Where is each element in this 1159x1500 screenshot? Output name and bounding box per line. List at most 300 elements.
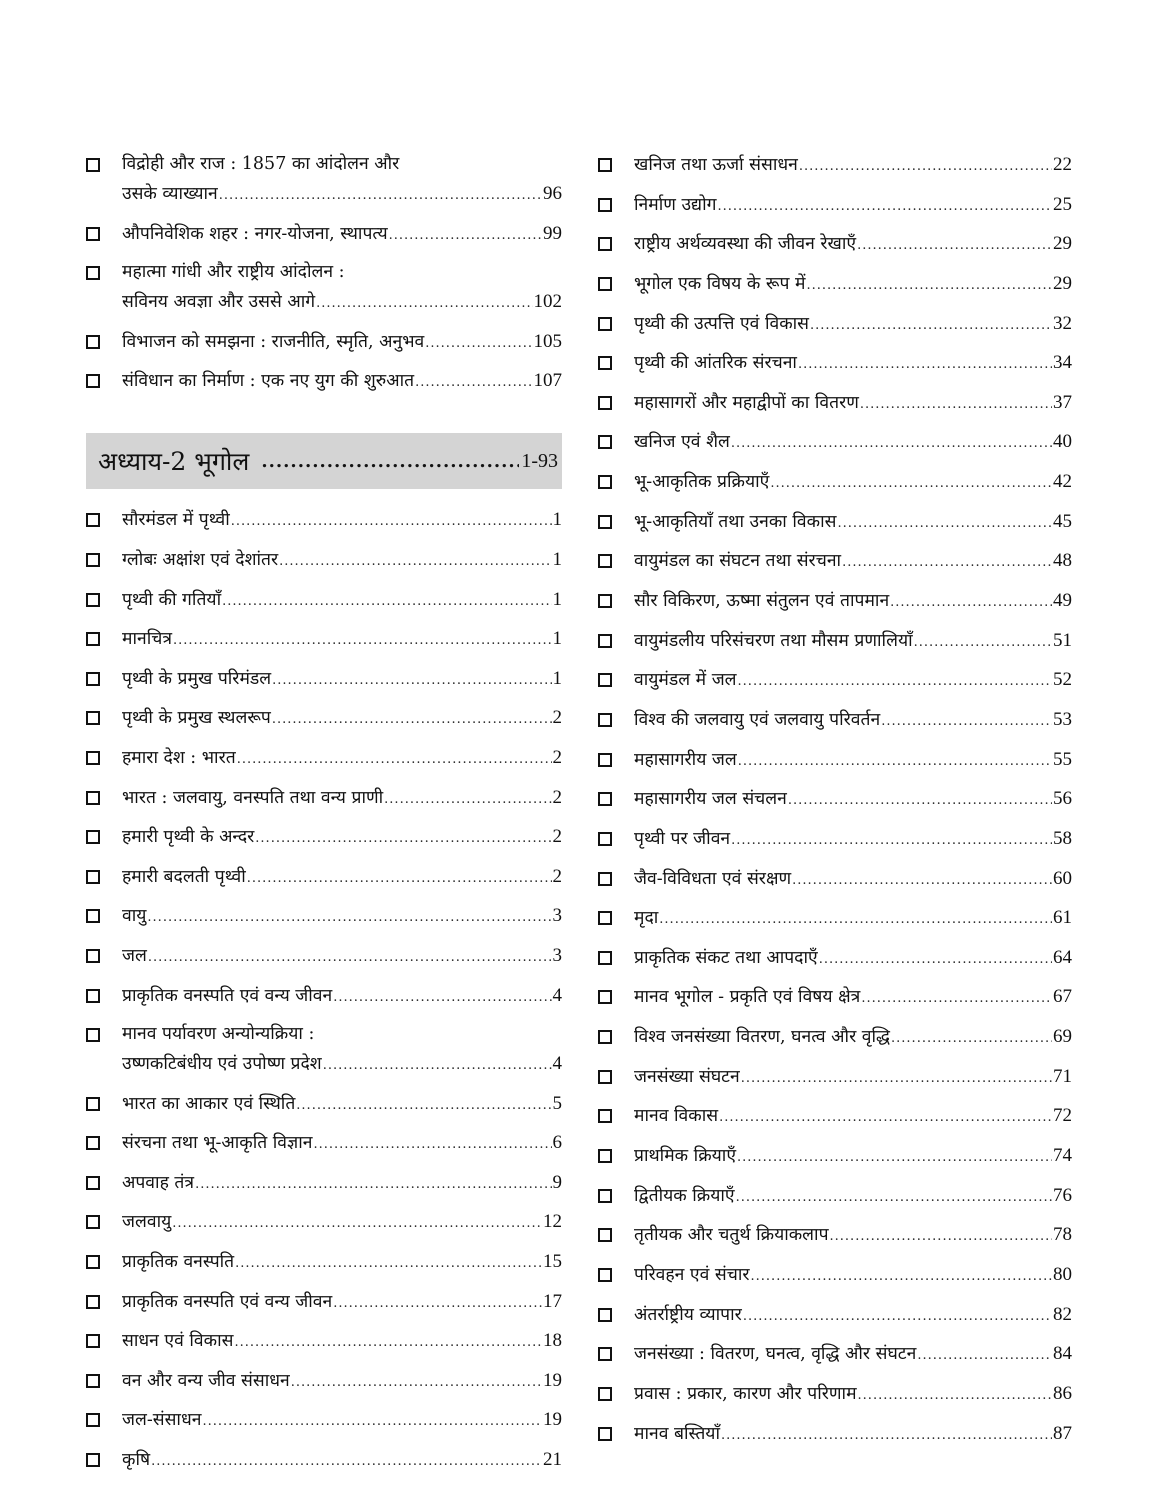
checkbox-bullet-icon [598,753,612,767]
toc-entry [598,1260,1072,1291]
dot-leader [323,1051,552,1080]
toc-entry [86,1326,562,1357]
toc-entry-title: परिवहन एवं संचार [634,1264,750,1285]
toc-entry-title: वायुमंडल में जल [634,670,737,691]
toc-entry [86,1168,562,1199]
dot-leader [799,152,1052,181]
toc-entry-title-line: मानव पर्यावरण अन्योन्यक्रिया : [122,1024,315,1045]
toc-entry [86,366,562,397]
dot-leader [415,368,532,397]
toc-entry-title-line: विद्रोही और राज : 1857 का आंदोलन और [122,154,400,174]
page-number: 58 [1053,827,1072,849]
checkbox-bullet-icon [598,1149,612,1163]
page-number: 72 [1053,1105,1072,1127]
page-number: 2 [552,865,562,887]
checkbox-bullet-icon [598,356,612,370]
toc-entry [86,150,562,210]
checkbox-bullet-icon [598,158,612,172]
page-number: 25 [1053,193,1072,215]
toc-entry-title: ग्लोबः अक्षांश एवं देशांतर [122,549,279,570]
checkbox-bullet-icon [598,396,612,410]
checkbox-bullet-icon [598,277,612,291]
dot-leader [861,984,1052,1013]
dot-leader [917,1341,1052,1370]
toc-entry-title: प्रवास : प्रकार, कारण और परिणाम [634,1383,857,1404]
page-number: 71 [1053,1065,1072,1087]
toc-entry [86,624,562,655]
toc-entry-title: अंतर्राष्ट्रीय व्यापार [634,1304,742,1325]
page-number: 42 [1053,471,1072,493]
toc-entry [598,982,1072,1013]
dot-leader [891,1024,1052,1053]
toc-entry-title: पृथ्वी के प्रमुख परिमंडल [122,668,272,689]
checkbox-bullet-icon [86,1028,100,1042]
dot-leader [770,469,1052,498]
toc-entry [86,783,562,814]
checkbox-bullet-icon [86,158,100,172]
checkbox-bullet-icon [598,1070,612,1084]
dot-leader [219,181,542,210]
page-number: 80 [1053,1263,1072,1285]
toc-entry [598,1101,1072,1132]
dot-leader [151,1447,542,1476]
checkbox-bullet-icon [598,1347,612,1361]
dot-leader [384,785,551,814]
checkbox-bullet-icon [598,1109,612,1123]
toc-entry [598,467,1072,498]
toc-entry [86,941,562,972]
toc-entry-title: प्राकृतिक वनस्पति [122,1252,235,1273]
toc-entry [86,981,562,1012]
toc-entry [598,229,1072,260]
dot-leader [272,666,551,695]
geography-entries-left [86,505,562,1476]
toc-entry-title: सविनय अवज्ञा और उससे आगे [122,292,316,313]
dot-leader [316,289,532,318]
page-number: 22 [1053,154,1072,175]
toc-entry-title: भारत का आकार एवं स्थिति [122,1093,296,1114]
page-number: 32 [1053,312,1072,334]
toc-entry [86,505,562,536]
toc-entry-title: भूगोल एक विषय के रूप में [634,273,806,294]
dot-leader [659,905,1052,934]
toc-entry-title: प्राकृतिक वनस्पति एवं वन्य जीवन [122,1291,333,1312]
dot-leader [741,1064,1052,1093]
dot-leader [860,390,1052,419]
toc-entry [86,703,562,734]
toc-entry [598,309,1072,340]
page-number: 6 [552,1132,562,1154]
toc-entry-title: वन और वन्य जीव संसाधन [122,1370,290,1391]
page-number: 2 [552,707,562,729]
dot-leader [237,745,552,774]
page-number: 67 [1053,986,1072,1008]
page-number: 9 [552,1171,562,1193]
toc-entry [598,626,1072,657]
toc-entry-title: उसके व्याख्यान [122,184,218,204]
toc-entry [86,1366,562,1397]
checkbox-bullet-icon [86,1295,100,1309]
dot-leader [830,1222,1052,1251]
checkbox-bullet-icon [598,832,612,846]
dot-leader [425,329,532,358]
checkbox-bullet-icon [86,227,100,241]
toc-entry-title: जनसंख्या संघटन [634,1066,740,1087]
dot-leader [234,1328,542,1357]
dot-leader [333,1289,542,1318]
toc-entry-title: पृथ्वी की उत्पत्ति एवं विकास [634,313,810,334]
page-number: 78 [1053,1224,1072,1246]
toc-entry [598,546,1072,577]
checkbox-bullet-icon [598,1308,612,1322]
checkbox-bullet-icon [86,791,100,805]
page-number: 17 [543,1290,562,1312]
toc-entry-title: मानचित्र [122,629,173,650]
dot-leader [272,705,552,734]
page-number: 56 [1053,788,1072,810]
page-number: 4 [552,1053,562,1075]
toc-entry-title: वायुमंडलीय परिसंचरण तथा मौसम प्रणालियाँ [634,630,913,651]
toc-entry [598,1181,1072,1212]
page-number: 82 [1053,1303,1072,1325]
toc-entry-title: जलवायु [122,1212,172,1233]
page-number: 19 [543,1369,562,1391]
page-number: 4 [552,984,562,1006]
page-number: 19 [543,1409,562,1431]
checkbox-bullet-icon [598,792,612,806]
checkbox-bullet-icon [598,634,612,648]
page-number: 1 [552,548,562,570]
toc-entry [598,190,1072,221]
page-number: 29 [1053,272,1072,294]
page-number: 45 [1053,510,1072,532]
toc-entry-title: महासागरीय जल संचलन [634,789,787,810]
toc-entry-title: भारत : जलवायु, वनस्पति तथा वन्य प्राणी [122,787,384,808]
page-number: 49 [1053,590,1072,612]
dot-leader [731,429,1052,458]
dot-leader [736,1183,1052,1212]
toc-entry [598,427,1072,458]
dot-leader [731,826,1052,855]
dot-leader [837,509,1052,538]
dot-leader [279,547,551,576]
checkbox-bullet-icon [598,1387,612,1401]
toc-entry-title: भू-आकृतिक प्रक्रियाएँ [634,472,770,493]
checkbox-bullet-icon [86,335,100,349]
toc-entry [86,1020,562,1080]
toc-entry-title: मानव विकास [634,1106,719,1127]
page-number: 96 [543,183,562,204]
toc-entry [598,784,1072,815]
toc-entry [598,1022,1072,1053]
page-number: 21 [543,1449,562,1471]
checkbox-bullet-icon [598,435,612,449]
dot-leader [806,271,1052,300]
toc-entry-title-line: महात्मा गांधी और राष्ट्रीय आंदोलन : [122,262,345,283]
checkbox-bullet-icon [86,266,100,280]
toc-entry [86,1128,562,1159]
toc-entry [86,901,562,932]
page-number: 55 [1053,748,1072,770]
page-number: 40 [1053,431,1072,453]
dot-leader [296,1091,551,1120]
page-number: 69 [1053,1026,1072,1048]
toc-entry-title: कृषि [122,1450,151,1471]
toc-entry-title: सौर विकिरण, ऊष्मा संतुलन एवं तापमान [634,591,890,612]
checkbox-bullet-icon [598,713,612,727]
toc-entry-title: पृथ्वी पर जीवन [634,828,731,849]
toc-entry-title: मृदा [634,908,659,929]
checkbox-bullet-icon [86,711,100,725]
toc-entry-title: जल [122,945,147,966]
toc-entry [86,862,562,893]
dot-leader [255,824,551,853]
toc-entry [598,507,1072,538]
chapter-page-range: 1-93 [521,449,558,472]
checkbox-bullet-icon [598,1030,612,1044]
toc-entry-title: अपवाह तंत्र [122,1172,195,1193]
toc-entry-title: प्राकृतिक वनस्पति एवं वन्य जीवन [122,985,333,1006]
page-number: 29 [1053,233,1072,255]
dot-leader [721,1421,1052,1450]
checkbox-bullet-icon [86,1097,100,1111]
checkbox-bullet-icon [598,237,612,251]
toc-entry-title: वायुमंडल का संघटन तथा संरचना [634,551,842,572]
page-number: 12 [543,1211,562,1233]
checkbox-bullet-icon [86,1374,100,1388]
page-number: 76 [1053,1184,1072,1206]
page-number: 5 [552,1092,562,1114]
page-number: 34 [1053,352,1072,374]
toc-entry [598,1419,1072,1450]
checkbox-bullet-icon [86,989,100,1003]
page-number: 60 [1053,867,1072,889]
toc-entry [598,348,1072,379]
toc-entry-title: जल-संसाधन [122,1410,202,1431]
dot-leader [195,1170,551,1199]
dot-leader [788,786,1052,815]
dot-leader [291,1368,542,1397]
toc-entry-title: विभाजन को समझना : राजनीति, स्मृति, अनुभव [122,331,425,352]
toc-entry-title: साधन एवं विकास [122,1331,234,1352]
toc-entry-title: हमारी पृथ्वी के अन्दर [122,827,255,848]
toc-entry-title: हमारा देश : भारत [122,747,236,768]
toc-entry-title: जनसंख्या : वितरण, घनत्व, वृद्धि और संघटन [634,1344,917,1365]
page-number: 1 [552,509,562,531]
toc-entry [86,1405,562,1436]
dot-leader [743,1302,1052,1331]
checkbox-bullet-icon [86,1334,100,1348]
history-entries [86,150,562,397]
toc-entry [598,1339,1072,1370]
checkbox-bullet-icon [598,951,612,965]
toc-entry [86,664,562,695]
toc-right-column [598,150,1072,1458]
page-number: 52 [1053,669,1072,691]
toc-entry-title: विश्व जनसंख्या वितरण, घनत्व और वृद्धि [634,1027,891,1048]
dot-leader [751,1262,1052,1291]
toc-entry-title: द्वितीयक क्रियाएँ [634,1185,735,1206]
page-number: 18 [543,1330,562,1352]
page-number: 74 [1053,1145,1072,1167]
checkbox-bullet-icon [86,1255,100,1269]
checkbox-bullet-icon [86,870,100,884]
toc-entry-title: तृतीयक और चतुर्थ क्रियाकलाप [634,1225,829,1246]
toc-entry [598,1062,1072,1093]
checkbox-bullet-icon [598,872,612,886]
checkbox-bullet-icon [86,672,100,686]
dot-leader [717,192,1052,221]
toc-entry [86,585,562,616]
dot-leader [247,864,552,893]
toc-entry-title: औपनिवेशिक शहर : नगर-योजना, स्थापत्य [122,223,388,244]
checkbox-bullet-icon [598,1268,612,1282]
toc-entry-title: भू-आकृतियाँ तथा उनका विकास [634,511,837,532]
toc-entry-title: प्राथमिक क्रियाएँ [634,1146,737,1167]
page-number: 1 [552,588,562,610]
dot-leader [719,1103,1052,1132]
toc-entry [598,745,1072,776]
checkbox-bullet-icon [86,1176,100,1190]
toc-entry-title: पृथ्वी की आंतरिक संरचना [634,353,797,374]
toc-entry-title: संविधान का निर्माण : एक नए युग की शुरुआत [122,371,415,392]
checkbox-bullet-icon [598,990,612,1004]
page-number: 51 [1053,629,1072,651]
toc-entry-title: पृथ्वी के प्रमुख स्थलरूप [122,708,271,729]
toc-entry-title: सौरमंडल में पृथ्वी [122,510,230,531]
checkbox-bullet-icon [86,830,100,844]
dot-leader [857,231,1052,260]
dot-leader [798,350,1052,379]
toc-entry [598,665,1072,696]
dot-leader [222,587,551,616]
checkbox-bullet-icon [598,475,612,489]
checkbox-bullet-icon [86,1413,100,1427]
checkbox-bullet-icon [598,673,612,687]
checkbox-bullet-icon [86,751,100,765]
toc-entry [598,1220,1072,1251]
toc-entry [598,1141,1072,1172]
toc-entry-title: उष्णकटिबंधीय एवं उपोष्ण प्रदेश [122,1054,322,1075]
dot-leader [842,548,1052,577]
dot-leader [914,628,1052,657]
toc-entry [86,1247,562,1278]
page-number: 105 [533,330,562,352]
page-number: 86 [1053,1382,1072,1404]
page-number: 61 [1053,907,1072,929]
checkbox-bullet-icon [598,1427,612,1441]
page-number: 37 [1053,391,1072,413]
checkbox-bullet-icon [598,1228,612,1242]
dot-leader [235,1249,542,1278]
page-number: 15 [543,1251,562,1273]
toc-entry [598,943,1072,974]
checkbox-bullet-icon [86,593,100,607]
checkbox-bullet-icon [86,632,100,646]
checkbox-bullet-icon [86,1453,100,1467]
dot-leader [738,667,1052,696]
toc-entry [86,219,562,250]
toc-entry-title: हमारी बदलती पृथ्वी [122,866,246,887]
dot-leader [737,1143,1052,1172]
dot-leader [333,983,551,1012]
dot-leader [231,507,552,536]
page-number: 64 [1053,946,1072,968]
toc-entry [598,1379,1072,1410]
toc-entry [86,545,562,576]
toc-entry-title: महासागरीय जल [634,749,737,770]
dot-leader [172,1209,542,1238]
toc-entry [86,822,562,853]
page-number: 102 [533,291,562,313]
dot-leader [202,1407,542,1436]
toc-entry-title: वायु [122,906,147,927]
chapter-dot-leader [261,451,519,472]
checkbox-bullet-icon [598,554,612,568]
page-number: 53 [1053,708,1072,730]
toc-entry-title: निर्माण उद्योग [634,194,717,215]
toc-entry [598,705,1072,736]
dot-leader [858,1381,1052,1410]
toc-entry [86,1089,562,1120]
toc-entry [598,1300,1072,1331]
page-number: 2 [552,786,562,808]
toc-entry-title: प्राकृतिक संकट तथा आपदाएँ [634,947,818,968]
page-number: 3 [552,944,562,966]
geography-entries-right [598,150,1072,1450]
toc-entry [598,864,1072,895]
checkbox-bullet-icon [86,1136,100,1150]
chapter-title: अध्याय-2 भूगोल [98,447,250,477]
checkbox-bullet-icon [598,594,612,608]
checkbox-bullet-icon [598,1189,612,1203]
checkbox-bullet-icon [86,949,100,963]
dot-leader [792,866,1052,895]
toc-entry-title: विश्व की जलवायु एवं जलवायु परिवर्तन [634,709,881,730]
toc-entry-title: पृथ्वी की गतियाँ [122,589,222,610]
checkbox-bullet-icon [86,909,100,923]
page-number: 48 [1053,550,1072,572]
toc-entry [86,1207,562,1238]
dot-leader [173,626,551,655]
page-number: 1 [552,628,562,650]
toc-entry [598,903,1072,934]
checkbox-bullet-icon [86,513,100,527]
page-number: 3 [552,905,562,927]
page-number: 87 [1053,1422,1072,1444]
dot-leader [738,747,1052,776]
toc-entry-title: महासागरों और महाद्वीपों का वितरण [634,392,859,413]
checkbox-bullet-icon [86,1215,100,1229]
chapter-heading [86,433,562,489]
page-number: 107 [533,370,562,392]
page-number: 84 [1053,1343,1072,1365]
checkbox-bullet-icon [598,515,612,529]
checkbox-bullet-icon [598,911,612,925]
checkbox-bullet-icon [598,198,612,212]
toc-entry [598,586,1072,617]
toc-entry [86,1445,562,1476]
toc-left-column [86,150,562,1485]
toc-entry-title: मानव बस्तियाँ [634,1423,720,1444]
toc-entry-title: राष्ट्रीय अर्थव्यवस्था की जीवन रेखाएँ [634,234,857,255]
toc-entry [598,269,1072,300]
page-number: 2 [552,826,562,848]
toc-entry-title: मानव भूगोल - प्रकृति एवं विषय क्षेत्र [634,987,861,1008]
toc-entry-title: संरचना तथा भू-आकृति विज्ञान [122,1133,313,1154]
toc-entry [86,327,562,358]
toc-entry-title: खनिज तथा ऊर्जा संसाधन [634,155,798,175]
